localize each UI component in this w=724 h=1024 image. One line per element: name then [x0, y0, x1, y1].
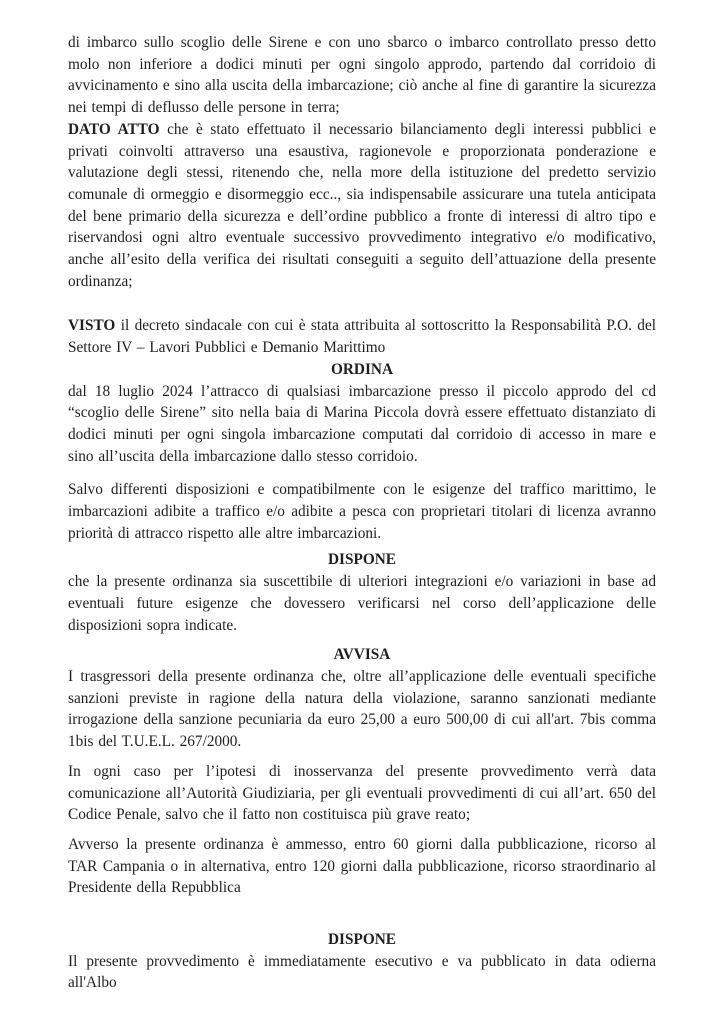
paragraph-inosservanza: [68, 761, 656, 826]
paragraph-text: che è stato effettuato il necessario bilanciamento degli interessi pubblici e privati coinvolti attraverso una esaustiva, ragionevole e proporzionata ponderazione e valutazione degli stessi, ritenendo che, nella more della istituzione del predetto servizio comunale di ormeggio e disormeggio ecc.., sia indispensabile assicurare una tutela anticipata del bene primario della sicurezza e dell’ordine pubblico a fronte di interessi di altro tipo e riservandosi ogni altro eventuale successivo provvedimento integrativo e/o modificativo, anche all’esito della verifica dei risultati conseguiti a seguito dell’attuazione della presente ordinanza;: [68, 120, 656, 290]
paragraph-visto: [68, 315, 656, 358]
paragraph-text: di imbarco sullo scoglio delle Sirene e con uno sbarco o imbarco controllato presso detto molo non inferiore a dodici minuti per ogni singolo approdo, partendo dal corridoio di avvicinamento e sino alla uscita della imbarcazione; ciò anche al fine di garantire la sicurezza nei tempi di deflusso delle persone in terra;: [68, 34, 656, 117]
paragraph-trasgressori: [68, 666, 656, 753]
paragraph-text: il decreto sindacale con cui è stata attribuita al sottoscritto la Responsabilità P.O. del Settore IV – Lavori Pubblici e Demanio Marittimo: [68, 317, 656, 357]
paragraph-dato-atto: [68, 119, 656, 293]
paragraph-text: dal 18 luglio 2024 l’attracco di qualsiasi imbarcazione presso il piccolo approdo del cd “scoglio delle Sirene” sito nella baia di Marina Piccola dovrà essere effettuato distanziato di dodici minuti per ogni singola imbarcazione computati dal corridoio di accesso in mare e sino all’uscita della imbarcazione dallo stesso corridoio.: [68, 382, 656, 465]
section-heading-dispone-2: DISPONE: [328, 931, 396, 949]
paragraph-text: Il presente provvedimento è immediatamente esecutivo e va pubblicato in data odierna all'Albo: [68, 952, 656, 992]
paragraph-lead-dato-atto: DATO ATTO: [68, 120, 160, 138]
paragraph-esecutivo-albo: [68, 951, 656, 994]
section-heading-dispone-1: DISPONE: [328, 551, 396, 569]
section-heading-ordina: ORDINA: [330, 360, 394, 378]
paragraph-text: Salvo differenti disposizioni e compatibilmente con le esigenze del traffico marittimo, le imbarcazioni adibite a traffico e/o adibite a pesca con proprietari titolari di licenza avranno priorità di attracco rispetto alle altre imbarcazioni.: [68, 481, 656, 542]
paragraph-salvo-differenti: [68, 479, 656, 544]
paragraph-text: I trasgressori della presente ordinanza che, oltre all’applicazione delle eventuali specifiche sanzioni previste in ragione della natura della violazione, saranno sanzionati mediante irrogazione della sanzione pecuniaria da euro 25,00 a euro 500,00 di cui all'art. 7bis comma 1bis del T.U.E.L. 267/2000.: [68, 667, 656, 751]
paragraph-imbarco-scoglio: [68, 32, 656, 119]
paragraph-ordina-attracco: [68, 381, 656, 468]
paragraph-ricorso-tar: [68, 834, 656, 899]
paragraph-text: Avverso la presente ordinanza è ammesso, entro 60 giorni dalla pubblicazione, ricorso al TAR Campania o in alternativa, entro 120 giorni dalla pubblicazione, ricorso straordinario al Presidente della Repubblica: [68, 835, 656, 897]
section-heading-avvisa: AVVISA: [333, 646, 391, 664]
paragraph-text: che la presente ordinanza sia suscettibile di ulteriori integrazioni e/o variazioni in base ad eventuali future esigenze che dovessero verificarsi nel corso dell’applicazione delle disposizioni sopra indicate.: [68, 573, 656, 634]
paragraph-lead-visto: VISTO: [68, 317, 116, 335]
paragraph-text: In ogni caso per l’ipotesi di inosservanza del presente provvedimento verrà data comunicazione all’Autorità Giudiziaria, per gli eventuali provvedimenti di cui all’art. 650 del Codice Penale, salvo che il fatto non costituisca più grave reato;: [68, 762, 656, 824]
paragraph-dispone-integrazioni: [68, 571, 656, 636]
